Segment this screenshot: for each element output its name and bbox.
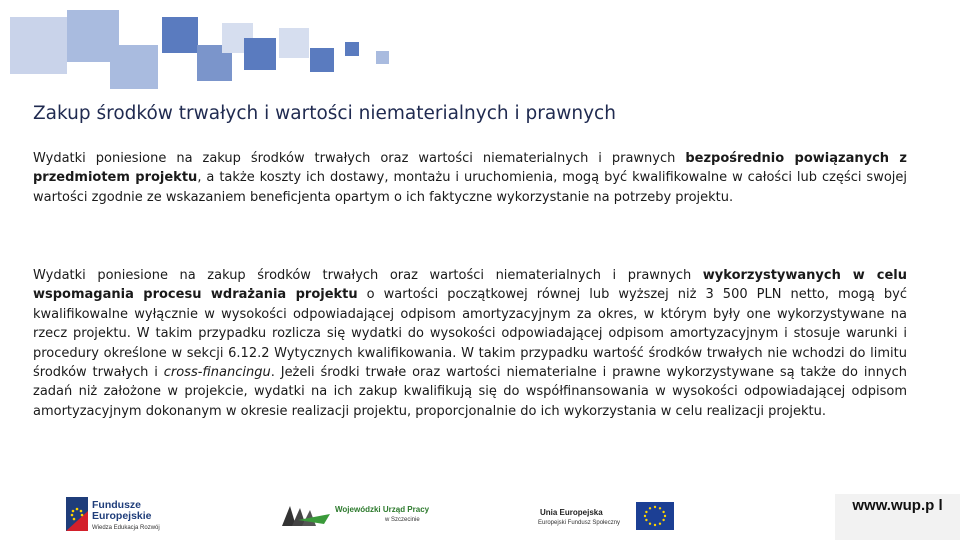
paragraph-1-text-end: , a także koszty ich dostawy, montażu i uruchomienia, mogą być kwalifikowalne w całości lub części swojej wartości zgodnie ze wskazaniem beneficjenta opartym o ich faktyczne wykorzystanie na potrzeby projektu. [33,170,908,205]
fe-line1: Fundusze [92,499,141,511]
paragraph-1-text: Wydatki poniesione na zakup środków trwałych oraz wartości niematerialnych i prawnych [33,151,686,166]
deco-square [310,48,334,72]
deco-square [376,51,389,64]
paragraph-2-text: Wydatki poniesione na zakup środków trwałych oraz wartości niematerialnych i prawnych [33,268,703,283]
deco-square [10,17,67,74]
footer-logos [0,488,960,540]
slide-title: Zakup środków trwałych i wartości niematerialnych i prawnych [33,103,616,124]
deco-square [244,38,276,70]
logo-fundusze-europejskie [66,494,176,536]
deco-square [110,45,158,89]
logo-unia-europejska [538,500,678,532]
fundusze-europejskie-icon [66,497,88,531]
eu-name: Unia Europejska [540,508,603,517]
paragraph-2 [33,266,907,421]
eu-flag-icon [636,502,674,530]
paragraph-1-bold: bezpośrednio powiązanych z przedmiotem projektu [33,151,907,186]
deco-square [162,17,198,53]
deco-square [279,28,309,58]
eu-sub: Europejski Fundusz Społeczny [538,520,621,526]
paragraph-2-text-mid: o wartości początkowej równej lub wyższej niż 3 500 PLN netto, mogą być kwalifikowalne wyłącznie w wysokości odpowiadającej odpisom amortyzacyjnym za okres, w którym były one wykorzystywane na rzecz projektu. W takim przypadku rozlicza się wydatki do wysokości odpowiadającej odpisom amortyzacyjnym i stosuje warunki i procedury określone w sekcji 6.12.2 Wytycznych kwalifikowania. W takim przypadku wartość środków trwałych nie wchodzi do limitu środków trwałych i [33,287,907,381]
deco-square [345,42,359,56]
wup-name: Wojewódzki Urząd Pracy [335,505,430,514]
fe-sub: Wiedza Edukacja Rozwój [92,525,160,531]
wup-sub: w Szczecinie [385,517,420,523]
wup-emblem-icon [280,500,332,528]
logo-wup [280,498,430,534]
website-url[interactable]: www.wup.p l [835,494,960,540]
paragraph-2-text-end: . Jeżeli środki trwałe oraz wartości niematerialne i prawne wykorzystywane są także do innych zadań niż założone w projekcie, wydatki na ich zakup kwalifikują się do współfinansowania w wysokości odpowiadającej odpisom amortyzacyjnym dokonanym w okresie realizacji projektu, proporcjonalnie do ich wykorzystania w celu realizacji projektu. [33,365,908,419]
paragraph-2-italic: cross-financingu [163,365,271,381]
fe-line2: Europejskie [92,510,152,522]
paragraph-2-bold: wykorzystywanych w celu wspomagania procesu wdrażania projektu [33,268,907,303]
paragraph-1 [33,149,907,207]
